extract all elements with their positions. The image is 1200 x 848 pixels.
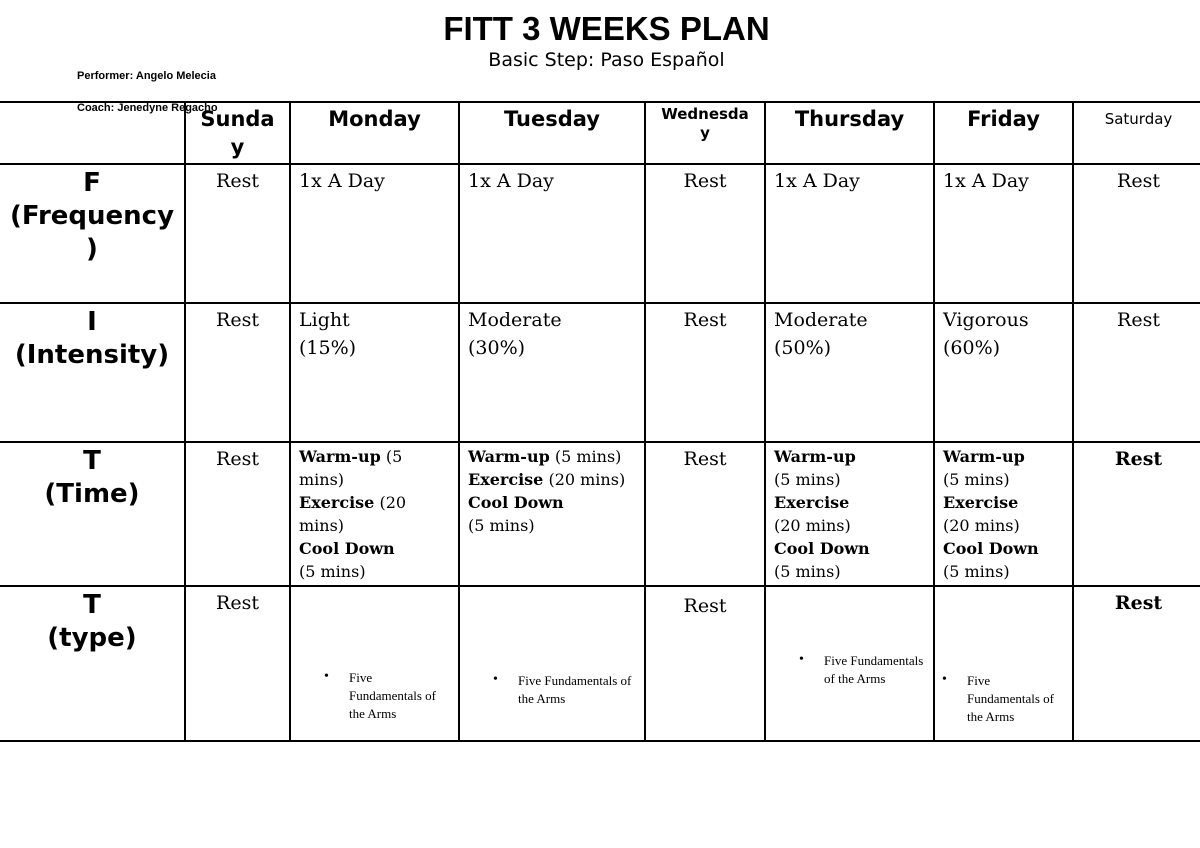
warmup-value: (5 mins) <box>943 470 1010 489</box>
cell-intensity-sunday: Rest <box>185 303 290 442</box>
cell-frequency-friday: 1x A Day <box>934 164 1073 303</box>
cell-intensity-saturday: Rest <box>1073 303 1200 442</box>
bullet-icon: • <box>942 672 947 687</box>
cooldown-label: Cool Down <box>943 539 1039 558</box>
list-item <box>493 672 643 708</box>
exercise-value: (20 mins) <box>774 516 851 535</box>
day-header-thursday: Thursday <box>765 102 934 164</box>
bullet-icon: • <box>493 672 498 687</box>
warmup-label: Warm-up <box>468 447 550 466</box>
warmup-label: Warm-up <box>774 447 856 466</box>
cooldown-value: (5 mins) <box>299 562 366 581</box>
cooldown-value: (5 mins) <box>943 562 1010 581</box>
cell-time-friday <box>934 442 1073 586</box>
cooldown-label: Cool Down <box>774 539 870 558</box>
cell-type-wednesday: Rest <box>645 586 765 741</box>
cell-intensity-thursday: Moderate (50%) <box>765 303 934 442</box>
exercise-label: Exercise <box>468 470 544 489</box>
table-row <box>0 586 1200 741</box>
bullet-icon: • <box>799 652 804 667</box>
warmup-label: Warm-up <box>943 447 1025 466</box>
cell-frequency-monday: 1x A Day <box>290 164 459 303</box>
exercise-label: Exercise <box>299 493 375 512</box>
cell-frequency-tuesday: 1x A Day <box>459 164 645 303</box>
warmup-value: (5 mins) <box>549 447 622 466</box>
warmup-label: Warm-up <box>299 447 381 466</box>
activity-text: Five Fundamentals of the Arms <box>349 670 437 721</box>
day-header-monday: Monday <box>290 102 459 164</box>
cell-frequency-sunday: Rest <box>185 164 290 303</box>
cell-type-monday <box>290 586 459 741</box>
performer-label: Performer: Angelo Melecia <box>77 70 216 82</box>
cell-frequency-saturday: Rest <box>1073 164 1200 303</box>
cell-time-monday <box>290 442 459 586</box>
row-label-time: T (Time) <box>0 442 185 586</box>
list-item <box>942 672 1062 726</box>
cell-type-sunday: Rest <box>185 586 290 741</box>
cooldown-label: Cool Down <box>299 539 395 558</box>
corner-cell <box>0 102 185 164</box>
cell-type-friday <box>934 586 1073 741</box>
cell-time-tuesday <box>459 442 645 586</box>
cell-time-thursday <box>765 442 934 586</box>
list-item <box>799 652 924 688</box>
exercise-label: Exercise <box>943 493 1019 512</box>
day-header-sunday: Sunda y <box>185 102 290 164</box>
cell-intensity-monday: Light (15%) <box>290 303 459 442</box>
row-label-type: T (type) <box>0 586 185 741</box>
cooldown-value: (5 mins) <box>774 562 841 581</box>
row-label-frequency: F (Frequency ) <box>0 164 185 303</box>
page-subtitle: Basic Step: Paso Español <box>488 49 725 71</box>
day-header-saturday: Saturday <box>1073 102 1200 164</box>
cell-type-saturday: Rest <box>1073 586 1200 741</box>
activity-text: Five Fundamentals of the Arms <box>518 673 632 706</box>
cell-intensity-friday: Vigorous (60%) <box>934 303 1073 442</box>
cell-intensity-tuesday: Moderate (30%) <box>459 303 645 442</box>
page-title: FITT 3 WEEKS PLAN <box>443 10 770 47</box>
row-label-intensity: I (Intensity) <box>0 303 185 442</box>
activity-text: Five Fundamentals of the Arms <box>967 673 1055 724</box>
exercise-value: (20 mins) <box>543 470 626 489</box>
warmup-value: (5 mins) <box>774 470 841 489</box>
exercise-value: (20 mins) <box>943 516 1020 535</box>
fitt-plan-table <box>0 101 1200 742</box>
list-item <box>324 669 444 723</box>
bullet-icon: • <box>324 669 329 684</box>
table-row <box>0 442 1200 586</box>
cooldown-value: (5 mins) <box>468 516 535 535</box>
day-header-wednesday: Wednesda y <box>645 102 765 164</box>
cell-frequency-thursday: 1x A Day <box>765 164 934 303</box>
table-row <box>0 102 1200 164</box>
exercise-value: (20 mins) <box>299 493 407 535</box>
cell-frequency-wednesday: Rest <box>645 164 765 303</box>
table-row <box>0 303 1200 442</box>
exercise-label: Exercise <box>774 493 850 512</box>
cell-type-thursday <box>765 586 934 741</box>
coach-label: Coach: Jenedyne Regacho <box>77 102 218 114</box>
cell-time-wednesday: Rest <box>645 442 765 586</box>
day-header-friday: Friday <box>934 102 1073 164</box>
day-header-tuesday: Tuesday <box>459 102 645 164</box>
cell-type-tuesday <box>459 586 645 741</box>
cooldown-label: Cool Down <box>468 493 564 512</box>
warmup-value: (5 mins) <box>299 447 403 489</box>
cell-intensity-wednesday: Rest <box>645 303 765 442</box>
table-row <box>0 164 1200 303</box>
cell-time-sunday: Rest <box>185 442 290 586</box>
activity-text: Five Fundamentals of the Arms <box>824 653 924 686</box>
cell-time-saturday: Rest <box>1073 442 1200 586</box>
